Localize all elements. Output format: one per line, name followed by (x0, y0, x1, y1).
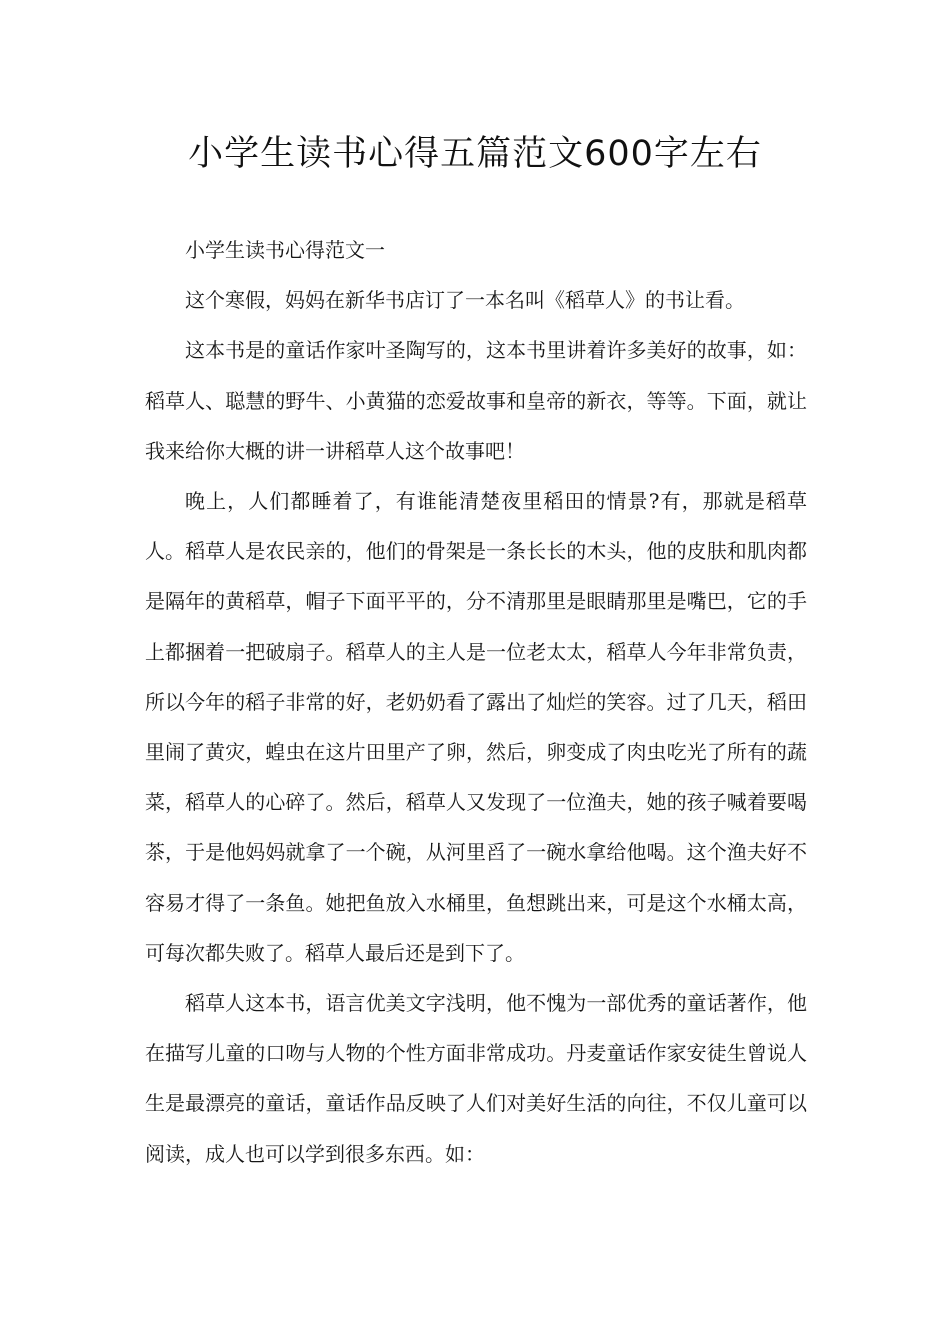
section-heading: 小学生读书心得范文一 (185, 238, 385, 262)
paragraph: 稻草人这本书，语言优美文字浅明，他不愧为一部优秀的童话著作，他在描写儿童的口吻与人物的个性方面非常成功。丹麦童话作家安徒生曾说人生是最漂亮的童话，童话作品反映了人们对美好生活的向往，不仅儿童可以阅读，成人也可以学到很多东西。如： (145, 991, 807, 1166)
paragraph: 这本书是的童话作家叶圣陶写的，这本书里讲着许多美好的故事，如：稻草人、聪慧的野牛、小黄猫的恋爱故事和皇帝的新衣，等等。下面，就让我来给你大概的讲一讲稻草人这个故事吧！ (145, 338, 807, 463)
paragraph: 晚上，人们都睡着了，有谁能清楚夜里稻田的情景?有，那就是稻草人。稻草人是农民亲的，他们的骨架是一条长长的木头，他的皮肤和肌肉都是隔年的黄稻草，帽子下面平平的，分不清那里是眼睛那里是嘴巴，它的手上都捆着一把破扇子。稻草人的主人是一位老太太，稻草人今年非常负责，所以今年的稻子非常的好，老奶奶看了露出了灿烂的笑容。过了几天，稻田里闹了黄灾，蝗虫在这片田里产了卵，然后，卵变成了肉虫吃光了所有的蔬菜，稻草人的心碎了。然后，稻草人又发现了一位渔夫，她的孩子喊着要喝茶，于是他妈妈就拿了一个碗，从河里舀了一碗水拿给他喝。这个渔夫好不容易才得了一条鱼。她把鱼放入水桶里，鱼想跳出来，可是这个水桶太高，可每次都失败了。稻草人最后还是到下了。 (145, 489, 807, 965)
paragraph: 这个寒假，妈妈在新华书店订了一本名叫《稻草人》的书让看。 (185, 288, 745, 313)
document-title: 小学生读书心得五篇范文600字左右 (188, 134, 762, 174)
document-body (145, 225, 807, 1179)
